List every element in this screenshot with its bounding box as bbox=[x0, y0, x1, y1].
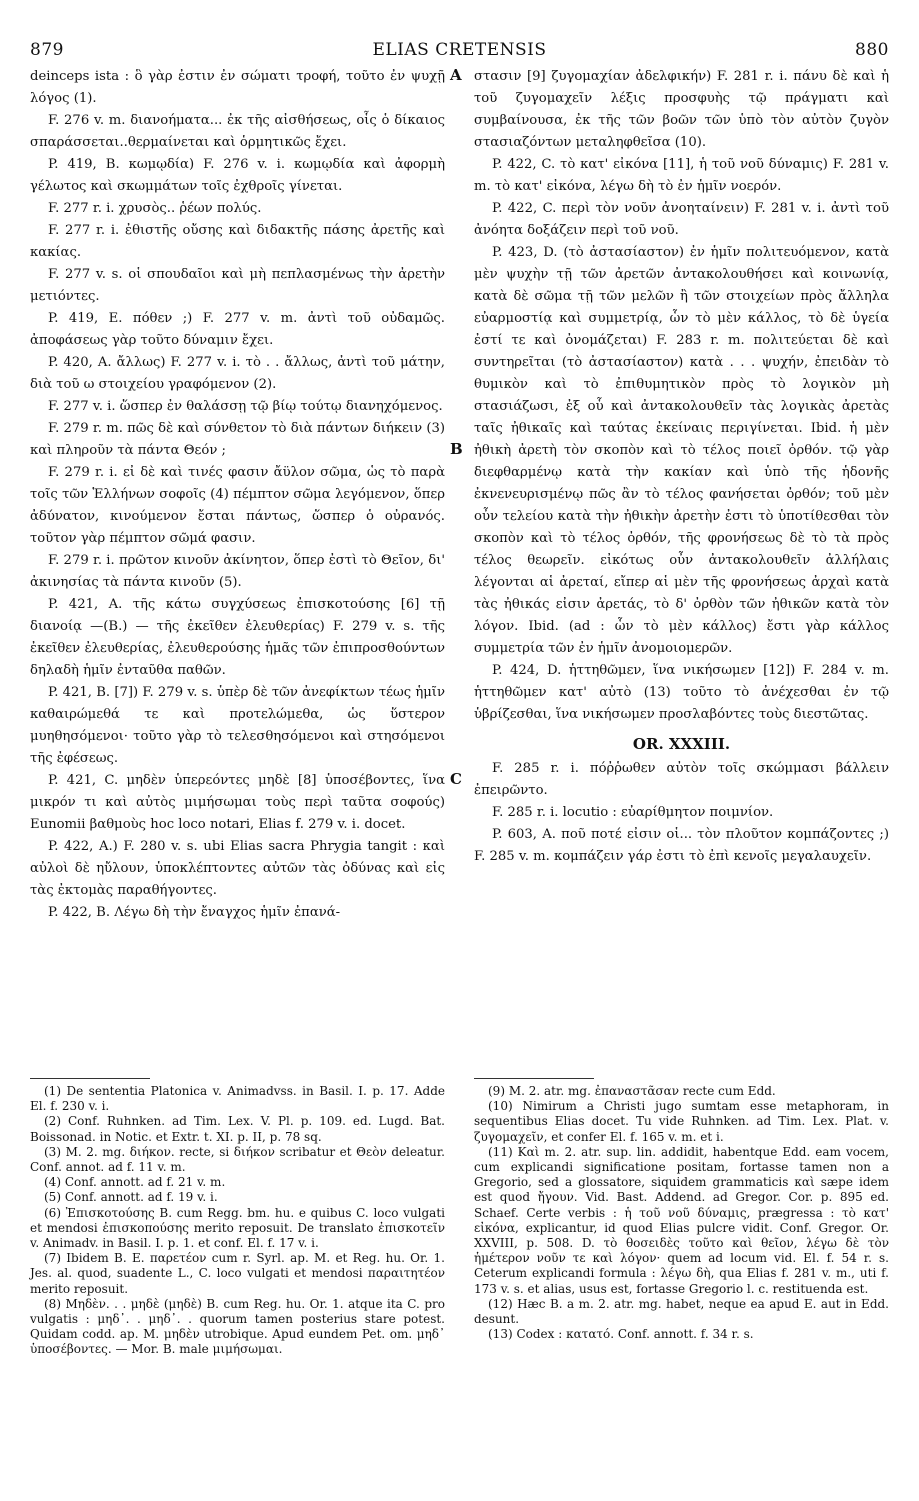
left-paragraph: F. 276 v. m. διανοήματα... ἐκ τῆς αἰσθήσεως, οἷς ὁ δίκαιος σπαράσσεται..θερμαίνεται καὶ ὁρμητικῶς ἔχει. bbox=[30, 113, 445, 150]
left-paragraph: P. 422, B. Λέγω δὴ τὴν ἔναγχος ἡμῖν ἐπανά- bbox=[48, 905, 341, 920]
footnote: (1) De sententia Platonica v. Animadvss. in Basil. I. p. 17. Adde El. f. 230 v. i. bbox=[30, 1084, 445, 1114]
footnote: (10) Nimirum a Christi jugo sumtam esse metaphoram, in sequentibus Elias docet. Tu vide Ruhnken. ad Tim. Lex. Plat. v. ζυγομαχεῖν, et confer El. f. 165 v. m. et i. bbox=[474, 1099, 889, 1144]
left-paragraph: P. 421, B. [7]) F. 279 v. s. ὑπὲρ δὲ τῶν ἀνεφίκτων τέως ἡμῖν καθαιρώμεθά τε καὶ προτελώμεθα, ὡς ὕστερον μυηθησόμενοι· τοῦτο γὰρ τὸ τελεσθησόμενοι καὶ στησόμενοι τῆς ἐφέσεως. bbox=[30, 685, 445, 766]
footnote: (8) Μηδὲν. . . μηδὲ (μηδὲ) B. cum Reg. hu. Or. 1. atque ita C. pro vulgatis : μηδ᾽. . μηδ᾽. . quorum tamen posterius stare potest. Quidam codd. ap. M. μηδὲν utrobique. Apud eundem Pet. om. μηδ᾽ ὑποσέβοντες. — Mor. B. male μιμήσωμαι. bbox=[30, 1296, 445, 1357]
left-paragraph: P. 422, A.) F. 280 v. s. ubi Elias sacra Phrygia tangit : καὶ αὐλοὶ δὲ ηὔλουν, ὑποκλέπτοντες αὐτῶν τὰς ὀδύνας καὶ εἰς τὰς ἐκτομὰς παραθήγοντες. bbox=[30, 839, 445, 898]
footnote: (9) M. 2. atr. mg. ἐπαναστᾶσαν recte cum Edd. bbox=[488, 1084, 776, 1098]
left-paragraph: P. 421, A. τῆς κάτω συγχύσεως ἐπισκοτούσης [6] τῇ διανοίᾳ —(B.) — τῆς ἐκεῖθεν ἐλευθερίας) F. 279 v. s. τῆς ἐκεῖθεν ἐλευθερίας, ἐλευθερούσης ἡμᾶς τῶν ἐπιπροσθούντων δηλαδὴ ἡμῖν ἐνταῦθα παθῶν. bbox=[30, 597, 445, 678]
margin-mark-a: A bbox=[450, 66, 462, 84]
left-paragraph: P. 419, E. πόθεν ;) F. 277 v. m. ἀντὶ τοῦ οὐδαμῶς. ἀποφάσεως γὰρ τοῦτο δύναμιν ἔχει. bbox=[30, 311, 445, 348]
footnote-rule-left bbox=[30, 1078, 150, 1079]
left-paragraph: F. 279 r. i. εἰ δὲ καὶ τινές φασιν ἄϋλον σῶμα, ὡς τὸ παρὰ τοῖς τῶν Ἑλλήνων σοφοῖς (4) πέμπτον σῶμα λεγόμενον, ὅπερ ἀδύνατον, κινούμενον ἔσται πάντως, ὥσπερ ὁ οὐρανός. τοῦτον γὰρ πέμπτον σῶμά φασιν. bbox=[30, 465, 445, 546]
footnote: (2) Conf. Ruhnken. ad Tim. Lex. V. Pl. p. 109. ed. Lugd. Bat. Boissonad. in Notic. et Extr. t. XI. p. II, p. 78 sq. bbox=[30, 1114, 445, 1144]
footnote: (7) Ibidem B. E. παρετέον cum r. Syrl. ap. M. et Reg. hu. Or. 1. Jes. al. quod, suadente L., C. loco vulgati et mendosi παραιτητέον merito reposuit. bbox=[30, 1251, 445, 1296]
footnote: (13) Codex : κατατό. Conf. annott. f. 34 r. s. bbox=[488, 1327, 754, 1342]
margin-mark-b: B bbox=[450, 440, 463, 458]
section-heading: OR. XXXIII. bbox=[632, 735, 731, 753]
left-column bbox=[30, 66, 445, 924]
footnote-rule-right bbox=[474, 1078, 594, 1079]
left-paragraph: F. 277 v. s. οἱ σπουδαῖοι καὶ μὴ πεπλασμένως τὴν ἀρετὴν μετιόντες. bbox=[30, 267, 445, 304]
right-paragraph: P. 422, C. τὸ κατ' εἰκόνα [11], ἡ τοῦ νοῦ δύναμις) F. 281 v. m. τὸ κατ' εἰκόνα, λέγω δὴ τὸ ἐν ἡμῖν νοερόν. bbox=[474, 157, 889, 194]
right-paragraph: P. 423, D. (τὸ ἀστασίαστον) ἐν ἡμῖν πολιτευόμενον, κατὰ μὲν ψυχὴν τῇ τῶν ἀρετῶν ἀντακολουθήσει καὶ κοινωνίᾳ, κατὰ δὲ σῶμα τῇ τῶν μελῶν ἢ τῶν στοιχείων πρὸς ἄλληλα εὐαρμοστίᾳ καὶ συμμετρίᾳ, ὧν τὸ μὲν κάλλος, τὸ δὲ ὑγεία ἐστί τε καὶ ὀνομάζεται) F. 283 r. m. πολιτεύεται δὲ καὶ συντηρεῖται (τὸ ἀστασίαστον) κατὰ . . . ψυχήν, ἐπειδὰν τὸ θυμικὸν καὶ τὸ ἐπιθυμητικὸν πρὸς τὸ λογικὸν μὴ στασιάζωσι, ἐξ οὗ καὶ ἀντακολουθεῖν τὰς λογικὰς ἀρετὰς ταῖς ἠθικαῖς καὶ ταύτας ἐκείναις περιγίνεται. Ibid. ἡ μὲν ἠθικὴ ἀρετὴ τὸν σκοπὸν καὶ τὸ τέλος ποιεῖ ὀρθόν. τῷ γὰρ διεφθαρμένῳ κατὰ τὴν κακίαν καὶ ὑπὸ τῆς ἡδονῆς ἐκνενευρισμένῳ πῶς ἂν τὸ τέλος φανήσεται ὀρθόν; τοῦ μὲν οὖν τελείου κατὰ τὴν ἠθικὴν ἀρετὴν ἐστι τὸ ὑποτίθεσθαι τὸν σκοπὸν καὶ τὸ τέλος ὀρθόν, τῆς φρονήσεως δὲ τὸ τὰ πρὸς τέλος θεωρεῖν. εἰκότως οὖν ἀντακολουθεῖν ἀλλήλαις λέγονται αἱ ἀρεταί, εἴπερ αἱ μὲν τῆς φρονήσεως ἀρχαὶ κατὰ τὰς ἠθικάς εἰσιν ἀρετάς, τὸ δ' ὀρθὸν τῶν ἠθικῶν κατὰ τὸν λόγον. Ibid. (ad : ὧν τὸ μὲν κάλλος) ἔστι γὰρ κάλλος συμμετρία τῶν ἐν ἡμῖν ἀνομοιομερῶν. bbox=[474, 245, 889, 656]
right-paragraph: F. 285 r. i. locutio : εὐαρίθμητον ποιμνίον. bbox=[492, 805, 774, 820]
right-paragraph: F. 285 r. i. πόῤῥωθεν αὐτὸν τοῖς σκώμμασι βάλλειν ἐπειρῶντο. bbox=[474, 761, 889, 798]
left-paragraph: F. 279 r. i. πρῶτον κινοῦν ἀκίνητον, ὅπερ ἐστὶ τὸ Θεῖον, δι' ἀκινησίας τὰ πάντα κινοῦν (5). bbox=[30, 553, 445, 590]
margin-mark-c: C bbox=[450, 770, 462, 788]
footnote: (11) Καὶ m. 2. atr. sup. lin. addidit, habentque Edd. eam vocem, cum explicandi significatione positam, fortasse tamen non a Gregorio, sed a glossatore, siquidem grammaticis καὶ sæpe idem est quod ἤγουν. Vid. Bast. Addend. ad Gregor. Cor. p. 895 ed. Schaef. Certe verbis : ἡ τοῦ νοῦ δύναμις, prægressa : τὸ κατ' εἰκόνα, explicantur, id quod Elias pulcre vidit. Conf. Gregor. Or. XXVIII, p. 508. D. τὸ θοσειδὲς τοῦτο καὶ θεῖον, λέγω δὲ τὸν ἡμέτερον νοῦν τε καὶ λόγον· quem ad locum vid. El. f. 54 r. s. Ceterum explicandi formula : λέγω δὴ, qua Elias f. 281 v. m., uti f. 173 v. s. et alias, usus est, fortasse Gregorio l. c. restituenda est. bbox=[474, 1144, 889, 1296]
running-title: ELIAS CRETENSIS bbox=[372, 40, 547, 60]
footnote: (6) Ἐπισκοτούσης B. cum Regg. bm. hu. e quibus C. loco vulgati et mendosi ἐπισκοπούσης merito reposuit. De translato ἐπισκοτεῖν v. Animadv. in Basil. I. p. 1. et conf. El. f. 17 v. i. bbox=[30, 1205, 445, 1251]
left-paragraph: P. 420, A. ἄλλως) F. 277 v. i. τὸ . . ἄλλως, ἀντὶ τοῦ μάτην, διὰ τοῦ ω στοιχείου γραφόμενον (2). bbox=[30, 355, 445, 392]
left-paragraph: P. 419, B. κωμῳδία) F. 276 v. i. κωμῳδία καὶ ἀφορμὴ γέλωτος καὶ σκωμμάτων τοῖς ἐχθροῖς γίνεται. bbox=[30, 157, 445, 194]
left-paragraph: deinceps ista : ὃ γὰρ ἐστιν ἐν σώματι τροφή, τοῦτο ἐν ψυχῇ λόγος (1). bbox=[30, 69, 445, 106]
left-paragraph: F. 277 r. i. χρυσὸς.. ῥέων πολύς. bbox=[48, 201, 262, 216]
footnotes-left bbox=[30, 1084, 445, 1358]
footnotes-right bbox=[474, 1084, 889, 1342]
left-paragraph: F. 277 v. i. ὥσπερ ἐν θαλάσσῃ τῷ βίῳ τούτῳ διανηχόμενος. bbox=[48, 399, 443, 414]
right-paragraph: P. 424, D. ἡττηθῶμεν, ἵνα νικήσωμεν [12]) F. 284 v. m. ἡττηθῶμεν κατ' αὐτὸ (13) τοῦτο τὸ ἀνέχεσθαι ἐν τῷ ὑβρίζεσθαι, ἵνα νικήσωμεν προσλαβόντες τοὺς διεστῶτας. bbox=[474, 663, 889, 722]
right-paragraph: P. 422, C. περὶ τὸν νοῦν ἀνοηταίνειν) F. 281 v. i. ἀντὶ τοῦ ἀνόητα δοξάζειν περὶ τοῦ νοῦ. bbox=[474, 201, 889, 238]
left-paragraph: F. 279 r. m. πῶς δὲ καὶ σύνθετον τὸ διὰ πάντων διήκειν (3) καὶ πληροῦν τὰ πάντα Θεόν ; bbox=[30, 421, 445, 458]
footnote: (4) Conf. annott. ad f. 21 v. m. bbox=[44, 1175, 226, 1190]
page-number-right: 880 bbox=[855, 40, 889, 60]
right-column bbox=[474, 66, 889, 868]
page-number-left: 879 bbox=[30, 40, 64, 60]
left-paragraph: P. 421, C. μηδὲν ὑπερεόντες μηδὲ [8] ὑποσέβοντες, ἵνα μικρόν τι καὶ αὐτὸς μιμήσωμαι τοὺς περὶ ταῦτα σοφούς) Eunomii βαθμοὺς hoc loco notari, Elias f. 279 v. i. docet. bbox=[30, 773, 445, 832]
right-paragraph: στασιν [9] ζυγομαχίαν ἀδελφικήν) F. 281 r. i. πάνυ δὲ καὶ ἡ τοῦ ζυγομαχεῖν λέξις προσφυὴς τῷ πράγματι καὶ συμβαίνουσα, ἐκ τῆς τῶν βοῶν τῶν ὑπὸ τὸν αὐτὸν ζυγὸν στασιαζόντων μεταληφθεῖσα (10). bbox=[474, 69, 889, 150]
footnote: (12) Hæc B. a m. 2. atr. mg. habet, neque ea apud E. aut in Edd. desunt. bbox=[474, 1296, 889, 1327]
right-paragraph: P. 603, A. ποῦ ποτέ εἰσιν οἱ... τὸν πλοῦτον κομπάζοντες ;) F. 285 v. m. κομπάζειν γάρ ἐστι τὸ ἐπὶ κενοῖς μεγαλαυχεῖν. bbox=[474, 827, 889, 864]
left-paragraph: F. 277 r. i. ἐθιστῆς οὔσης καὶ διδακτῆς πάσης ἀρετῆς καὶ κακίας. bbox=[30, 223, 445, 260]
footnote: (5) Conf. annott. ad f. 19 v. i. bbox=[44, 1190, 218, 1205]
footnote: (3) M. 2. mg. διήκον. recte, si διήκον scribatur et Θεὸν deleatur. Conf. annot. ad f. 11 v. m. bbox=[30, 1144, 445, 1175]
